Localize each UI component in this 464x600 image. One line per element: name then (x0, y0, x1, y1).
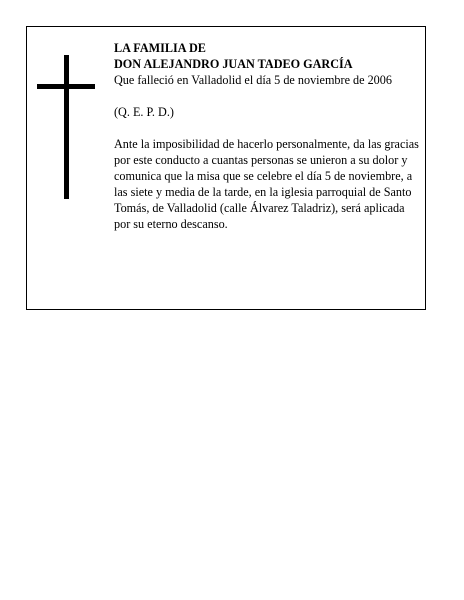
death-statement: Que falleció en Valladolid el día 5 de noviembre de 2006 (114, 73, 392, 87)
obituary-notice (26, 26, 426, 310)
heading-family: LA FAMILIA DE (114, 41, 206, 55)
rip-abbreviation: (Q. E. P. D.) (114, 105, 174, 119)
notice-text (114, 40, 420, 232)
cross-icon (37, 55, 95, 199)
notice-body: Ante la imposibilidad de hacerlo personalmente, da las gracias por este conducto a cuantas personas se unieron a su dolor y comunica que la misa que se celebre el día 5 de noviembre, a las siete y media de la tarde, en la iglesia parroquial de Santo Tomás, de Valladolid (calle Álvarez Taladriz), será aplicada por su eterno descanso. (114, 137, 419, 231)
cross-horizontal-bar (37, 84, 95, 89)
cross-vertical-bar (64, 55, 69, 199)
heading-deceased-name: DON ALEJANDRO JUAN TADEO GARCÍA (114, 57, 353, 71)
